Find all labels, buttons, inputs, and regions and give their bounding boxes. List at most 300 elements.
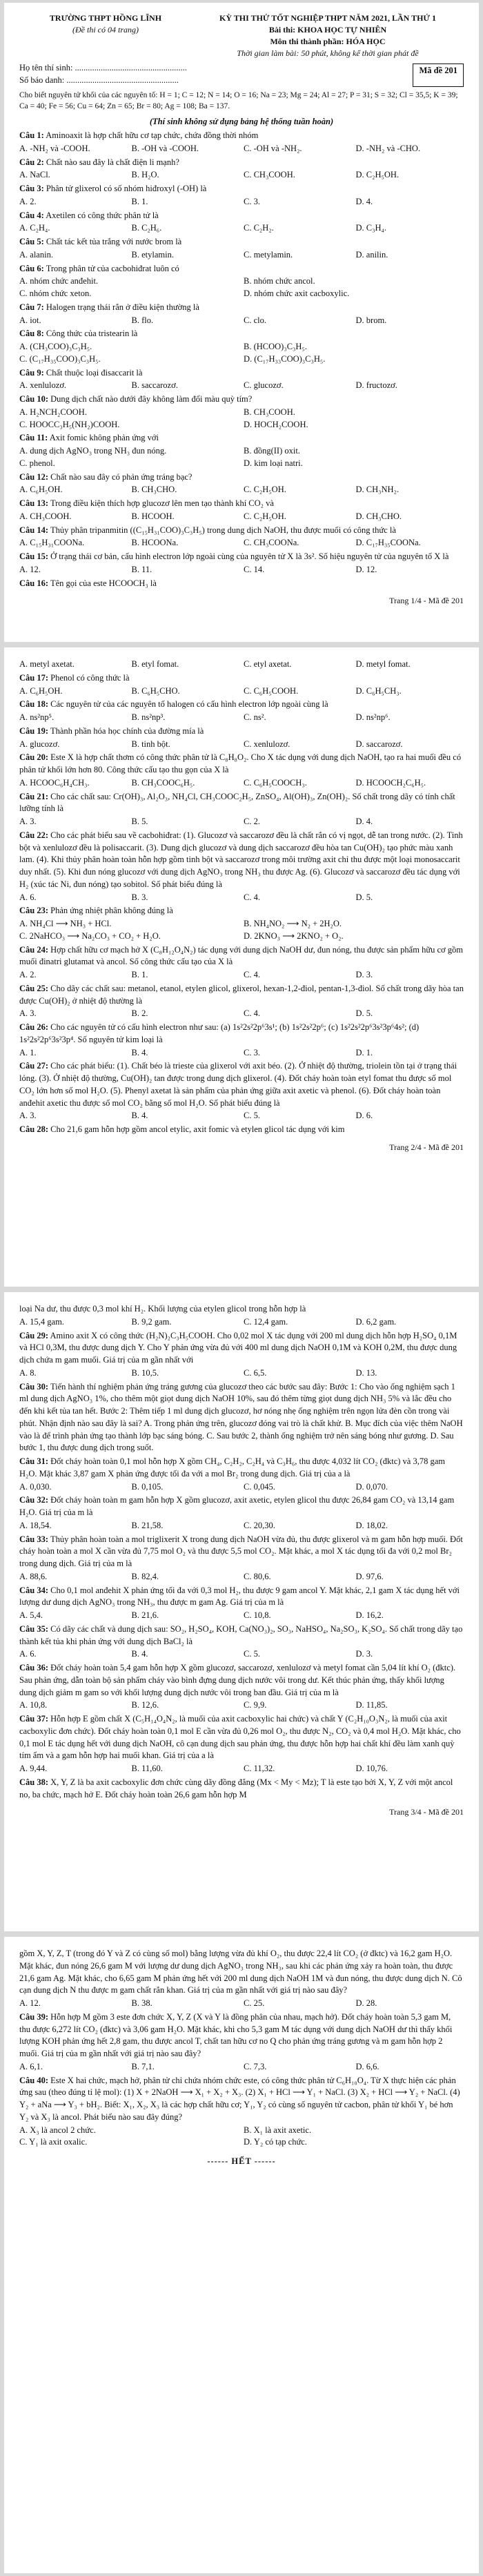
question <box>19 1534 464 1570</box>
question <box>19 551 464 563</box>
answer-options <box>19 1699 464 1712</box>
answer-option: D. C₆H₅CH₃. <box>355 685 402 696</box>
sbd-field: Số báo danh: .................................................... <box>19 75 179 85</box>
answer-option: B. etyl fomat. <box>131 659 179 669</box>
answer-option: A. 9,44. <box>19 1764 48 1773</box>
question-text: Chất nào sau đây có phản ứng tráng bạc? <box>50 471 193 482</box>
question-text: Chất tác kết tủa trắng với nước brom là <box>46 237 182 247</box>
question-text: Chất thuộc loại đisaccarit là <box>46 367 143 378</box>
answer-options <box>19 1481 464 1494</box>
answer-option: C. 5. <box>244 1649 260 1659</box>
answer-option: A. 18,54. <box>19 1520 52 1530</box>
question-number: Câu 30: <box>19 1381 49 1392</box>
answer-option: B. NH₄NO₂ ⟶ N₂ + 2H₂O. <box>244 919 342 928</box>
answer-options <box>19 777 464 790</box>
question <box>19 1330 464 1367</box>
answer-option: B. 11,60. <box>131 1764 163 1773</box>
exam-page <box>4 1292 479 1931</box>
answer-option: D. C₁₇H₃₅COONa. <box>355 538 421 548</box>
answer-options <box>19 537 464 549</box>
answer-option: C. 11,32. <box>244 1764 275 1773</box>
question-number: Câu 33: <box>19 1534 49 1544</box>
question-text: Đốt cháy hoàn toàn 0,1 mol hỗn hợp X gồm CH₄, C₂H₂, C₂H₄ và C₃H₆, thu được 4,032 lít CO₂ (đktc) và 3,78 gam H₂O. Mặt khác 3,87 gam X phản ứng được tối đa với a mol Br₂ trong dung dịch. Giá trị của a là <box>19 1456 445 1479</box>
answer-option: B. 0,105. <box>131 1481 164 1492</box>
question-text: Ở trạng thái cơ bản, cấu hình electron lớp ngoài cùng của nguyên tử X là 3s². Số hiệu nguyên tử của nguyên tố X là <box>50 552 449 562</box>
answer-option: D. anilin. <box>355 249 388 260</box>
question-number: Câu 10: <box>19 394 49 404</box>
answer-options <box>19 1047 464 1060</box>
answer-option: A. 10,8. <box>19 1700 48 1710</box>
answer-option: C. 14. <box>244 564 265 574</box>
question-text: X, Y, Z là ba axit cacboxylic đơn chức cùng dãy đồng đẳng (Mx < My < Mz); T là este tạo bởi X, Y, Z với một ancol no, ba chức, mạch hở E. Đốt cháy hoàn toàn 26,6 gam hỗn hợp M <box>19 1777 453 1799</box>
answer-option: D. 2KNO₃ ⟶ 2KNO₂ + O₂. <box>244 930 344 941</box>
answer-option: D. (C₁₇H₃₃COO)₃C₃H₅. <box>244 353 326 364</box>
answer-option: B. 7,1. <box>131 2061 155 2071</box>
question-text: Halogen trạng thái rắn ở điều kiện thường là <box>46 302 199 312</box>
question <box>19 210 464 222</box>
question-text: Axit fomic không phản ứng với <box>49 433 159 443</box>
answer-option: A. CH₃COOH. <box>19 511 72 521</box>
answer-option: D. 6,6. <box>355 2061 379 2071</box>
answer-option: D. HOCH₂COOH. <box>244 419 308 429</box>
answer-option: A. 3. <box>19 1111 37 1121</box>
question <box>19 2011 464 2060</box>
answer-option: D. 18,02. <box>355 1520 388 1530</box>
question-text: Thủy phân hoàn toàn a mol triglixerit X trong dung dịch NaOH vừa đủ, thu được glixerol và m gam hỗn hợp muối. Đốt cháy hoàn toàn a mol X cần vừa đủ 7,75 mol O₂ và thu được 5,5 mol CO₂. Mặt khác, a mol X tác dụng tối đa với 0,2 mol Br₂ trong dung dịch. Giá trị của m là <box>19 1534 463 1568</box>
answer-option: A. (CH₃COO)₃C₃H₅. <box>19 342 92 352</box>
question-text: Cho 0,1 mol anđehit X phản ứng tối đa với 0,3 mol H₂, thu được 9 gam ancol Y. Mặt khác, 2,1 gam X tác dụng hết với lượng dư dung dịch AgNO₃ trong NH₃, thu được m gam Ag. Giá trị của m là <box>19 1585 460 1608</box>
answer-option: C. 12,4 gam. <box>244 1316 288 1327</box>
answer-options <box>19 918 464 943</box>
answer-option: A. 8. <box>19 1367 37 1378</box>
answer-options <box>19 249 464 262</box>
answer-option: A. 1. <box>19 1047 37 1057</box>
question <box>19 830 464 891</box>
question-text: Amino axit X có công thức (H₂N)₂C₃H₅COOH. Cho 0,02 mol X tác dụng với 200 ml dung dịch hỗn hợp H₂SO₄ 0,1M và HCl 0,3M, thu được dung dịch Y. Cho Y phản ứng vừa đủ với 400 ml dung dịch NaOH 0,1M và KOH 0,2M, thu được dung dịch chứa m gam muối. Giá trị của m gần nhất với <box>19 1330 457 1365</box>
answer-option: C. 4. <box>244 970 260 979</box>
answer-option: B. CH₃CHO. <box>131 485 177 495</box>
question <box>19 236 464 248</box>
answer-option: C. ns². <box>244 712 266 722</box>
question <box>19 328 464 340</box>
question-number: Câu 11: <box>19 433 48 443</box>
question-text: Cho các chất sau: Cr(OH)₃, Al₂O₃, NH₄Cl, CH₃COOC₂H₅, ZnSO₄, Al(OH)₃, Zn(OH)₂. Số chất trong dãy có tính chất lưỡng tính là <box>19 791 455 814</box>
exam-header <box>19 12 464 59</box>
answer-option: D. 16,2. <box>355 1610 384 1620</box>
question-number: Câu 16: <box>19 578 49 588</box>
question-text: Phenol có công thức là <box>50 672 130 683</box>
question <box>19 498 464 510</box>
question-text: gồm X, Y, Z, T (trong đó Y và Z có cùng số mol) bằng lượng vừa đủ khí O₂, thu được 22,4 lít CO₂ (ở đktc) và 16,2 gam H₂O. Mặt khác, đun nóng 26,6 gam M với lượng dư dung dịch AgNO₃ trong NH₃, sau khi các phản ứng xảy ra hoàn toàn, thu được 21,6 gam Ag. Mặt khác, cho 6,65 gam M phản ứng hết với 200 ml dung dịch NaOH 1M và đun nóng, thu được dung dịch N. Cô cạn dung dịch N thu được m gam chất rắn khan. Giá trị của m gần nhất với giá trị nào sau đây? <box>19 1949 462 1996</box>
question-text: Este X là hợp chất thơm có công thức phân tử là C₈H₈O₂. Cho X tác dụng với dung dịch NaOH, tạo ra hai muối đều có phân tử khối lớn hơn 80. Công thức cấu tạo thu gọn của X là <box>19 752 462 774</box>
question-number: Câu 40: <box>19 2075 49 2085</box>
answer-option: D. HCOOCH₂C₆H₅. <box>355 777 426 788</box>
question <box>19 1060 464 1109</box>
answer-option: A. 0,030. <box>19 1481 52 1492</box>
answer-option: B. saccarozơ. <box>131 380 178 391</box>
answer-option: B. 12,6. <box>131 1700 159 1710</box>
question <box>19 263 464 275</box>
answer-option: B. 4. <box>131 1649 148 1659</box>
answer-option: A. H₂NCH₂COOH. <box>19 407 87 417</box>
end-marker: ------ HẾT ------ <box>207 2156 276 2166</box>
answer-option: B. etylamin. <box>131 249 174 260</box>
answer-options <box>19 407 464 431</box>
answer-option: C. 2NaHCO₃ ⟶ Na₂CO₃ + CO₂ + H₂O. <box>19 930 161 941</box>
answer-option: C. nhóm chức xeton. <box>19 289 92 299</box>
answer-options <box>19 445 464 470</box>
page-footer: Trang 2/4 - Mã đề 201 <box>389 1142 464 1152</box>
answer-option: B. nhóm chức ancol. <box>244 276 315 286</box>
exam-page <box>4 647 479 1287</box>
answer-option: B. 21,58. <box>131 1520 164 1530</box>
answer-option: C. 3. <box>244 196 260 206</box>
answer-options <box>19 658 464 671</box>
question <box>19 130 464 142</box>
answer-option: A. C₆H₅OH. <box>19 485 63 495</box>
answer-option: D. brom. <box>355 315 387 325</box>
question-text: Đốt cháy hoàn toàn 5,4 gam hỗn hợp X gồm glucozơ, saccarozơ, xenlulozơ và metyl fomat cần 5,04 lít khí O₂ (đktc). Sau phản ứng, dẫn toàn bộ sản phẩm cháy vào bình đựng dung dịch nước vôi trong dư. Kết thúc phản ứng, thấy khối lượng dung dịch giảm m gam so với khối lượng dung dịch nước vôi trong ban đầu. Giá trị của m là <box>19 1663 456 1697</box>
answer-options <box>19 143 464 155</box>
question-text: Hợp chất hữu cơ mạch hở X (C₈H₁₂O₄N₂) tác dụng với dung dịch NaOH dư, đun nóng, thu được sản phẩm hữu cơ gồm muối đinatri glutamat và ancol. Số công thức cấu tạo của X là <box>19 944 463 967</box>
question-number: Câu 35: <box>19 1623 49 1634</box>
answer-option: C. C₂H₅OH. <box>244 485 286 495</box>
answer-option: D. 4. <box>355 196 373 206</box>
answer-options <box>19 969 464 982</box>
component: Môn thi thành phần: HÓA HỌC <box>270 37 386 47</box>
answer-option: C. CH₃COONa. <box>244 538 299 548</box>
exam-code: Mã đề 201 <box>413 64 464 87</box>
question-number: Câu 7: <box>19 302 44 312</box>
answer-option: B. H₂O. <box>131 170 159 180</box>
question-text: Phản ứng nhiệt phân không đúng là <box>50 906 173 916</box>
answer-options <box>19 1110 464 1122</box>
question-text: Aminoaxit là hợp chất hữu cơ tạp chức, chứa đồng thời nhóm <box>46 130 259 141</box>
answer-options <box>19 1520 464 1532</box>
question-number: Câu 23: <box>19 906 49 916</box>
answer-option: C. 3. <box>244 1047 260 1057</box>
answer-option: C. etyl axetat. <box>244 659 292 669</box>
question-text: Hỗn hợp E gồm chất X (C₅H₁₄O₄N₂, là muối của axit cacboxylic hai chức) và chất Y (C₂H₁₀O₃N₂, là muối của axit cacboxylic đơn chức). Đốt cháy hoàn toàn 0,1 mol E cần vừa đủ 0,26 mol O₂, thu được N₂, CO₂ và 0,4 mol H₂O. Mặt khác, cho 0,1 mol E tác dụng hết với dung dịch NaOH, cô cạn dung dịch sau phản ứng, thu được hỗn hợp hai chất khí đều làm xanh quỳ tím ẩm và a gam hỗn hợp hai muối khan. Giá trị của a là <box>19 1714 461 1761</box>
question-text: Công thức của tristearin là <box>46 329 138 339</box>
question-number: Câu 5: <box>19 237 44 247</box>
answer-option: B. CH₃COOH. <box>244 407 295 417</box>
question-number: Câu 29: <box>19 1330 49 1340</box>
answer-option: C. 4. <box>244 892 260 902</box>
question-number: Câu 12: <box>19 471 49 482</box>
answer-option: D. 13. <box>355 1367 377 1378</box>
answer-options <box>19 1998 464 2010</box>
answer-option: D. 0,070. <box>355 1481 388 1492</box>
question <box>19 791 464 816</box>
answer-option: D. 4. <box>355 817 373 826</box>
question-text: loại Na dư, thu được 0,3 mol khí H₂. Khối lượng của etylen glicol trong hỗn hợp là <box>19 1304 306 1314</box>
question-text: Thủy phân tripanmitin ((C₁₅H₃₁COO)₃C₃H₅) trong dung dịch NaOH, thu được muối có công thức là <box>50 525 396 535</box>
question-number: Câu 26: <box>19 1022 49 1032</box>
candidate-fields <box>19 62 187 87</box>
question <box>19 471 464 484</box>
answer-option: B. HCOONa. <box>131 538 179 548</box>
question <box>19 393 464 406</box>
answer-option: B. 38. <box>131 1998 152 2008</box>
page-footer: Trang 3/4 - Mã đề 201 <box>389 1807 464 1817</box>
answer-options <box>19 712 464 724</box>
question-text: Cho các nguyên tử có cấu hình electron như sau: (a) 1s²2s²2p⁶3s¹; (b) 1s²2s²2p⁶; (c) 1s²2s²2p⁶3s²3p⁶4s²; (d) 1s²2s²2p⁶3s²3p⁴. Số nguyên tử kim loại là <box>19 1022 420 1044</box>
answer-option: C. C₆H₅COOH. <box>244 685 299 696</box>
answer-option: A. C₁₅H₃₁COONa. <box>19 538 85 548</box>
answer-option: A. nhóm chức anđehit. <box>19 276 99 286</box>
answer-option: A. 15,4 gam. <box>19 1316 64 1327</box>
answer-options <box>19 739 464 751</box>
answer-options <box>19 2061 464 2074</box>
question-text: Tiến hành thí nghiệm phản ứng tráng gương của glucozơ theo các bước sau đây: Bước 1: Cho vào ống nghiệm sạch 1 ml dung dịch AgNO₃ 1%, cho thêm một giọt dung dịch NaOH 10%, sau đó thêm từng giọt dung dịch NH₃ 5% và lắc đều cho đến khi kết tủa tan hết. Bước 2: Thêm tiếp 1 ml dung dịch glucozơ, hơ nóng nhẹ ống nghiệm trên ngọn lửa đèn cồn trong vài phút. Nhận định nào sau đây là sai? A. Trong phản ứng trên, glucozơ đóng vai trò là chất khử. B. Mục đích của việc thêm NaOH vào là để trình phản ứng tạo thành lớp bạc sáng bóng. C. Sau bước 2, thành ống nghiệm trở nên sáng bóng như gương. D. Sau bước 1, thu được dung dịch trong suốt. <box>19 1381 463 1453</box>
answer-option: C. 10,8. <box>244 1610 271 1620</box>
answer-options <box>19 892 464 904</box>
answer-options <box>19 196 464 208</box>
answer-option: D. saccarozơ. <box>355 739 403 749</box>
exam-page <box>4 3 479 642</box>
answer-options <box>19 1571 464 1583</box>
answer-option: B. 5. <box>131 817 148 826</box>
answer-options <box>19 380 464 392</box>
answer-option: A. 6. <box>19 1649 37 1659</box>
question-number: Câu 4: <box>19 210 44 220</box>
answer-option: B. C₆H₅CHO. <box>131 685 180 696</box>
answer-options <box>19 169 464 182</box>
answer-option: C. 25. <box>244 1998 265 2008</box>
answer-option: D. CH₃CHO. <box>355 511 402 521</box>
answer-option: B. ns²np³. <box>131 712 166 722</box>
question-text: Trong điều kiện thích hợp glucozơ lên men tạo thành khí CO₂ và <box>50 498 274 509</box>
answer-option: C. 5. <box>244 1111 260 1121</box>
answer-option: A. 6,1. <box>19 2061 43 2071</box>
question-number: Câu 31: <box>19 1456 49 1466</box>
question <box>19 1713 464 1762</box>
question <box>19 432 464 445</box>
question-number: Câu 36: <box>19 1663 49 1672</box>
answer-option: C. C₆H₅COOCH₃. <box>244 777 307 788</box>
answer-option: B. flo. <box>131 315 154 325</box>
answer-option: D. 11,85. <box>355 1700 388 1710</box>
answer-option: A. 3. <box>19 817 37 826</box>
answer-options <box>19 1316 464 1329</box>
candidate-info <box>19 62 464 87</box>
answer-option: A. 88,6. <box>19 1571 48 1581</box>
answer-options <box>19 685 464 698</box>
answer-option: B. 1. <box>131 196 148 206</box>
question <box>19 983 464 1008</box>
question <box>19 1381 464 1455</box>
question <box>19 367 464 380</box>
question-text: Cho các phát biểu sau về cacbohiđrat: (1). Glucozơ và saccarozơ đều là chất rắn có vị ngọt, dễ tan trong nước. (2). Tinh bột và xenlulozơ đều là polisaccarit. (3). Dung dịch glucozơ và dung dịch saccarozơ đều hòa tan Cu(OH)₂ tạo phức màu xanh lam. (4). Khi thủy phân hoàn toàn hỗn hợp gồm tinh bột và saccarozơ trong môi trường axit chỉ thu được một loại monosaccarit duy nhất. (5). Khi đun nóng glucozơ với dung dịch AgNO₃ trong NH₃ thu được Ag. (6). Glucozơ và saccarozơ đều tác dụng với H₂ (xúc tác Ni, đun nóng) tạo sobitol. Số phát biểu đúng là <box>19 830 463 889</box>
answer-option: B. HCOOH. <box>131 511 175 521</box>
answer-option: A. 2. <box>19 970 37 979</box>
answer-option: D. nhóm chức axit cacboxylic. <box>244 289 350 299</box>
question <box>19 725 464 738</box>
question-number: Câu 6: <box>19 263 44 273</box>
school-block <box>19 12 192 59</box>
question-number: Câu 21: <box>19 791 49 801</box>
question <box>19 1022 464 1046</box>
answer-option: C. 80,6. <box>244 1571 271 1581</box>
answer-option: B. 21,6. <box>131 1610 159 1620</box>
answer-option: D. ns²np⁶. <box>355 712 391 722</box>
answer-option: B. 4. <box>131 1111 148 1121</box>
answer-option: B. CH₃COOC₆H₅. <box>131 777 195 788</box>
answer-option: A. alanin. <box>19 249 53 260</box>
answer-option: C. phenol. <box>19 458 55 468</box>
question <box>19 302 464 314</box>
question <box>19 752 464 777</box>
answer-options <box>19 1008 464 1020</box>
answer-option: D. 1. <box>355 1047 373 1057</box>
question-text: Cho dãy các chất sau: metanol, etanol, etylen glicol, glixerol, hexan-1,2-điol, pentan-1,3-điol. Số chất trong dãy hòa tan được Cu(OH)₂ ở nhiệt độ thường là <box>19 983 464 1006</box>
answer-option: D. 28. <box>355 1998 377 2008</box>
answer-option: D. -NH₂ và -CHO. <box>355 143 421 153</box>
answer-option: A. C₂H₄. <box>19 223 50 233</box>
answer-option: C. CH₃COOH. <box>244 170 295 180</box>
answer-option: A. -NH₂ và -COOH. <box>19 143 90 153</box>
question-text: Hỗn hợp M gồm 3 este đơn chức X, Y, Z (X và Y là đồng phân của nhau, mạch hở). Đốt cháy hoàn toàn 5,3 gam M, thu được 6,272 lít CO₂ (đktc) và 3,06 gam H₂O. Mặt khác, khi cho 5,3 gam M tác dụng với dung dịch NaOH dư thì thấy khối lượng KOH phản ứng hết 2,8 gam, thu được ancol T, chất tan hữu cơ no Q cho phản ứng tráng gương và m gam hỗn hợp 2 muối. Giá trị của m gần nhất với giá trị nào sau đây? <box>19 2011 453 2058</box>
answer-option: B. (HCOO)₃C₃H₅. <box>244 342 307 352</box>
answer-option: A. 2. <box>19 196 37 206</box>
question-number: Câu 1: <box>19 130 44 141</box>
question-number: Câu 24: <box>19 944 49 955</box>
answer-option: A. 6. <box>19 892 37 902</box>
answer-option: D. 5. <box>355 892 373 902</box>
question-text: Thành phần hóa học chính của đường mía là <box>50 725 204 736</box>
pages-note: (Đề thi có 04 trang) <box>72 25 139 35</box>
question-number: Câu 22: <box>19 830 49 840</box>
answer-option: D. 5. <box>355 1008 373 1019</box>
question-number: Câu 28: <box>19 1124 49 1134</box>
question <box>19 1303 464 1316</box>
question-number: Câu 20: <box>19 752 49 763</box>
answer-option: A. NH₄Cl ⟶ NH₃ + HCl. <box>19 919 112 928</box>
question-text: Các nguyên tử của các nguyên tố halogen có cấu hình electron lớp ngoài cùng là <box>50 699 328 710</box>
question-text: Cho 21,6 gam hỗn hợp gồm ancol etylic, axit fomic và etylen glicol tác dụng với kim <box>50 1124 345 1134</box>
question <box>19 1456 464 1481</box>
question-number: Câu 27: <box>19 1061 49 1071</box>
answer-option: A. glucozơ. <box>19 739 60 749</box>
question <box>19 1662 464 1699</box>
answer-option: D. CH₃NH₂. <box>355 485 400 495</box>
answer-option: D. Y₂ có tạp chức. <box>244 2137 307 2147</box>
answer-option: C. metylamin. <box>244 249 293 260</box>
question <box>19 944 464 969</box>
answer-option: D. 6,2 gam. <box>355 1316 397 1327</box>
question-text: Axetilen có công thức phân tử là <box>46 210 159 220</box>
answer-options <box>19 2125 464 2149</box>
question <box>19 1948 464 1997</box>
answer-option: A. iot. <box>19 315 41 325</box>
answer-options <box>19 341 464 366</box>
question-number: Câu 39: <box>19 2011 49 2022</box>
question-number: Câu 32: <box>19 1495 49 1505</box>
answer-option: C. 6,5. <box>244 1367 267 1378</box>
school-name: TRƯỜNG THPT HỒNG LĨNH <box>49 13 162 23</box>
exam-title: KỲ THI THỬ TỐT NGHIỆP THPT NĂM 2021, LẦN THỨ 1 <box>219 13 436 23</box>
answer-option: B. 82,4. <box>131 1571 159 1581</box>
answer-option: C. -OH và -NH₂. <box>244 143 302 153</box>
question-text: Đốt cháy hoàn toàn m gam hỗn hợp X gồm glucozơ, axit axetic, etylen glicol thu được 26,84 gam CO₂ và 13,14 gam H₂O. Giá trị của m là <box>19 1495 455 1517</box>
answer-option: D. 6. <box>355 1111 373 1121</box>
question <box>19 1585 464 1610</box>
answer-option: D. C₃H₄. <box>355 223 386 233</box>
answer-option: A. metyl axetat. <box>19 659 75 669</box>
question-number: Câu 3: <box>19 184 44 194</box>
question <box>19 183 464 195</box>
answer-option: C. 4. <box>244 1008 260 1019</box>
answer-option: B. X₁ là axit axetic. <box>244 2125 312 2135</box>
answer-option: A. ns²np⁵. <box>19 712 55 722</box>
answer-option: C. 20,30. <box>244 1520 275 1530</box>
name-field: Họ tên thí sinh: .................................................... <box>19 63 188 73</box>
question <box>19 699 464 711</box>
answer-option: D. fructozơ. <box>355 380 397 391</box>
answer-option: B. 1. <box>131 970 148 979</box>
answer-option: C. Y₁ là axit oxalic. <box>19 2137 88 2147</box>
answer-options <box>19 1648 464 1661</box>
answer-option: C. clo. <box>244 315 266 325</box>
answer-option: B. 3. <box>131 892 148 902</box>
question-number: Câu 25: <box>19 983 49 993</box>
question-number: Câu 38: <box>19 1777 49 1787</box>
subject-test: Bài thi: KHOA HỌC TỰ NHIÊN <box>268 25 387 35</box>
answer-option: B. -OH và -COOH. <box>131 143 199 153</box>
answer-option: C. C₂H₂. <box>244 223 274 233</box>
question-number: Câu 19: <box>19 725 49 736</box>
question-text: Trong phân tử của cacbohiđrat luôn có <box>46 263 179 273</box>
answer-option: C. 0,045. <box>244 1481 275 1492</box>
answer-option: B. tinh bột. <box>131 739 170 749</box>
question <box>19 905 464 917</box>
answer-options <box>19 564 464 576</box>
answer-options <box>19 1367 464 1380</box>
answer-option: A. dung dịch AgNO₃ trong NH₃ đun nóng. <box>19 446 167 456</box>
answer-option: A. X₃ là ancol 2 chức. <box>19 2125 96 2135</box>
answer-option: D. 12. <box>355 564 377 574</box>
question <box>19 578 464 590</box>
answer-option: A. HCOOC₆H₄CH₃. <box>19 777 90 788</box>
question-number: Câu 37: <box>19 1714 49 1724</box>
answer-option: A. 12. <box>19 564 41 574</box>
answer-option: D. 10,76. <box>355 1764 388 1773</box>
answer-option: A. 3. <box>19 1008 37 1019</box>
answer-option: C. 2. <box>244 817 260 826</box>
answer-option: B. đồng(II) oxit. <box>244 446 300 456</box>
answer-option: B. 4. <box>131 1047 148 1057</box>
question-number: Câu 17: <box>19 672 49 683</box>
answer-option: C. HOOCC₃H₅(NH₂)COOH. <box>19 419 120 429</box>
answer-options <box>19 511 464 523</box>
question <box>19 1494 464 1519</box>
answer-options <box>19 1763 464 1775</box>
answer-option: D. 3. <box>355 970 373 979</box>
page-footer: Trang 1/4 - Mã đề 201 <box>389 596 464 606</box>
question-number: Câu 15: <box>19 552 49 562</box>
answer-option: D. metyl fomat. <box>355 659 411 669</box>
answer-options <box>19 222 464 235</box>
answer-option: C. xenlulozơ. <box>244 739 290 749</box>
question-number: Câu 14: <box>19 525 49 535</box>
answer-option: B. C₂H₆. <box>131 223 162 233</box>
atomic-mass-note: Cho biết nguyên tử khối của các nguyên tố: H = 1; C = 12; N = 14; O = 16; Na = 23; Mg = 24; Al = 27; P = 31; S = 32; Cl = 35,5; K = 39; Ca = 40; Fe = 56; Cu = 64; Zn = 65; Br = 80; Ag = 108; Ba = 137. <box>19 90 458 110</box>
answer-options <box>19 484 464 496</box>
answer-option: C. C₂H₅OH. <box>244 511 286 521</box>
answer-option: C. glucozơ. <box>244 380 284 391</box>
answer-option: C. (C₁₇H₃₅COO)₃C₃H₅. <box>19 353 101 364</box>
